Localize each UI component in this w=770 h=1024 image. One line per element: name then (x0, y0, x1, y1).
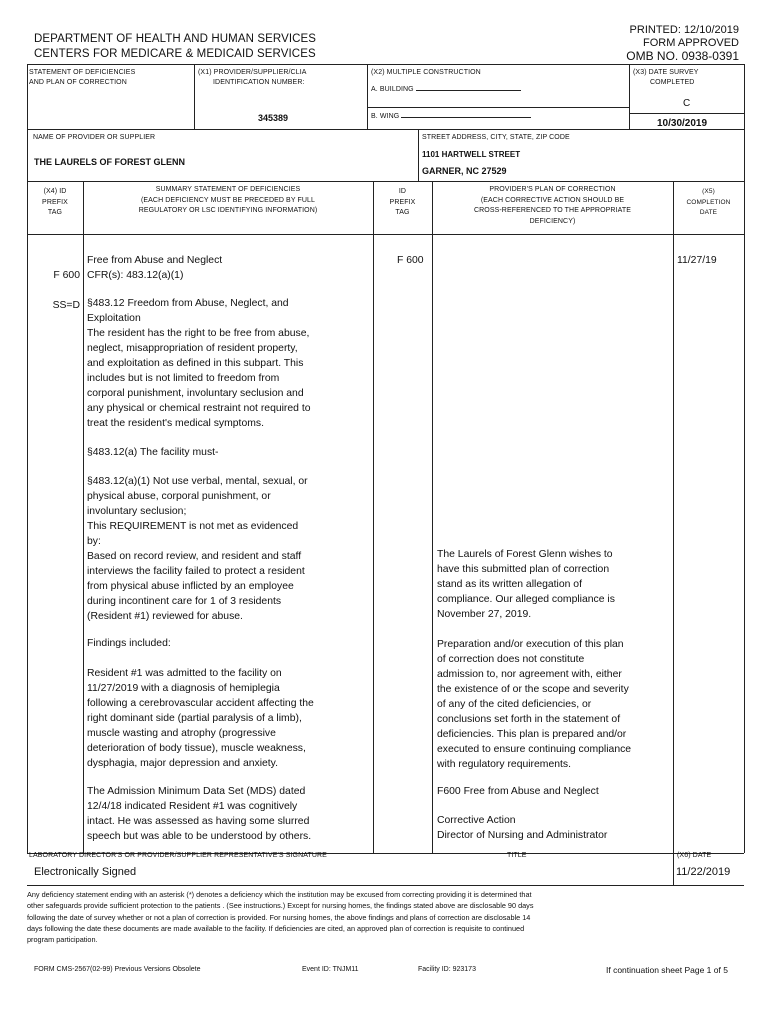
omb-number: OMB NO. 0938-0391 (626, 49, 739, 63)
survey-code: C (683, 98, 691, 109)
x4-header-line-2: PREFIX (42, 198, 68, 206)
x1-label-line-1: (X1) PROVIDER/SUPPLIER/CLIA (198, 69, 307, 76)
x4-column-header (27, 187, 83, 219)
deficiency-text-6: Resident #1 was admitted to the facility on 11/27/2019 with a diagnosis of hemiplegia following a cerebrovascular accident affecting the right dominant side (partial paralysis of a limb), muscle wasting and atrophy (progressive deterioration of body tissue), muscle weakness, dysphagia, major depression and anxiety. (87, 668, 314, 769)
x2-label: (X2) MULTIPLE CONSTRUCTION (371, 69, 481, 76)
department-line-1: DEPARTMENT OF HEALTH AND HUMAN SERVICES (34, 33, 317, 45)
x3-label (633, 68, 699, 88)
summary-column-header (83, 185, 373, 217)
form-approved: FORM APPROVED (643, 37, 739, 49)
provider-name-label: NAME OF PROVIDER OR SUPPLIER (33, 134, 156, 141)
id-column-header (373, 187, 432, 219)
street-address: 1101 HARTWELL STREET (422, 150, 521, 159)
summary-header-line-2: (EACH DEFICIENCY MUST BE PRECEDED BY FULL (140, 196, 316, 204)
plan-header-line-1: PROVIDER'S PLAN OF CORRECTION (489, 186, 616, 193)
deficiency-text-7: The Admission Minimum Data Set (MDS) dated 12/4/18 indicated Resident #1 was cognitively intact. He was assessed as having some slurred speech but was able to be understood by others. (87, 786, 312, 842)
deficiency-text-3: §483.12(a) The facility must- (87, 447, 219, 458)
x4-header-line-1: (X4) ID (43, 188, 67, 195)
survey-completed-date: 10/30/2019 (657, 118, 708, 129)
deficiency-text-5: Findings included: (87, 638, 171, 649)
printed-date: PRINTED: 12/10/2019 (629, 24, 739, 36)
left-tag-code: F 600 (53, 270, 80, 281)
statement-label-line-1: STATEMENT OF DEFICIENCIES (29, 69, 136, 76)
id-header-line-3: TAG (395, 209, 410, 216)
building-field (371, 85, 521, 95)
provider-name: THE LAURELS OF FOREST GLENN (34, 157, 186, 167)
event-id: Event ID: TNJM11 (302, 966, 359, 973)
plan-text-4: Corrective Action Director of Nursing and Administrator (437, 815, 608, 841)
building-blank (416, 90, 521, 91)
statement-label (29, 68, 135, 88)
scope-severity: SS=D (52, 300, 80, 311)
summary-header-line-1: SUMMARY STATEMENT OF DEFICIENCIES (155, 186, 301, 193)
address-label: STREET ADDRESS, CITY, STATE, ZIP CODE (422, 134, 570, 141)
city-state-zip: GARNER, NC 27529 (422, 166, 507, 176)
summary-header-line-3: REGULATORY OR LSC IDENTIFYING INFORMATION) (138, 207, 318, 214)
plan-text-1: The Laurels of Forest Glenn wishes to have this submitted plan of correction stand as its written allegation of compliance. Our alleged compliance is November 27, 2019. (437, 549, 615, 620)
page-indicator: If continuation sheet Page 1 of 5 (606, 965, 728, 975)
plan-text-2: Preparation and/or execution of this plan of correction does not constitute admission to, nor agreement with, either the existence of or the scope and severity of any of the cited deficiencies, or conclusions set forth in the statement of deficiencies. This plan is prepared and/or executed to ensure continuing compliance with regulatory requirements. (437, 639, 632, 770)
completion-date: 11/27/19 (677, 255, 717, 266)
id-header-line-1: ID (398, 188, 407, 195)
x6-date-label: (X6) DATE (677, 852, 712, 859)
department-line-2: CENTERS FOR MEDICARE & MEDICAID SERVICES (34, 48, 316, 60)
signature-label: LABORATORY DIRECTOR'S OR PROVIDER/SUPPLIER REPRESENTATIVE'S SIGNATURE (29, 852, 327, 859)
x5-header-line-2: COMPLETION (686, 198, 731, 206)
wing-label: B. WING (371, 113, 400, 120)
plan-column-header (432, 185, 673, 227)
x1-label (198, 68, 307, 88)
id-header-line-2: PREFIX (389, 198, 416, 206)
statement-label-line-2: AND PLAN OF CORRECTION (29, 79, 127, 86)
facility-id: Facility ID: 923173 (418, 966, 476, 973)
deficiency-text-4: §483.12(a)(1) Not use verbal, mental, sexual, or physical abuse, corporal punishment, or involuntary seclusion; This REQUIREMENT is not met as evidenced by: Based on record review, and resident and staff interviews the facility failed to protect a resident from physical abuse inflicted by an employee during incontinent care for 1 of 3 residents (Resident #1) reviewed for abuse. (87, 476, 308, 622)
deficiency-text-2: §483.12 Freedom from Abuse, Neglect, and Exploitation The resident has the right to be free from abuse, neglect, misappropriation of resident property, and exploitation as defined in this subpart. This includes but is not limited to freedom from corporal punishment, involuntary seclusion and any physical or chemical restraint not required to treat the resident's medical symptoms. (87, 298, 311, 429)
building-label: A. BUILDING (371, 86, 414, 93)
x5-header-line-1: (X5) (702, 188, 715, 195)
x3-label-line-1: (X3) DATE SURVEY (633, 69, 699, 76)
left-tag (30, 253, 80, 328)
signature-date: 11/22/2019 (676, 866, 731, 878)
deficiency-text-1: Free from Abuse and Neglect CFR(s): 483.12(a)(1) (87, 255, 223, 281)
disclaimer-text: Any deficiency statement ending with an asterisk (*) denotes a deficiency which the institution may be excused from correcting providing it is determined that other safeguards provide sufficient protection to the patients . (See instructions.) Except for nursing homes, the findings stated above are disclosable 90 days following the date of survey whether or not a plan of correction is provided. For nursing homes, the above findings and plans of correction are disclosable 14 days following the date these documents are made available to the facility. If deficiencies are cited, an approved plan of correction is requisite to continued program participation. (27, 890, 534, 945)
x5-header-line-3: DATE (699, 209, 718, 216)
plan-header-line-2: (EACH CORRECTIVE ACTION SHOULD BE (480, 196, 625, 204)
plan-header-line-4: DEFICIENCY) (529, 217, 576, 225)
provider-id-number: 345389 (258, 113, 289, 123)
x3-label-line-2: COMPLETED (650, 79, 695, 86)
wing-field (371, 112, 531, 122)
right-tag: F 600 (397, 255, 424, 266)
signature-value: Electronically Signed (34, 866, 137, 878)
plan-header-line-3: CROSS-REFERENCED TO THE APPROPRIATE (473, 207, 631, 214)
print-info (626, 24, 739, 63)
title-label: TITLE (507, 852, 527, 859)
x1-label-line-2: IDENTIFICATION NUMBER: (213, 79, 305, 86)
department-heading (34, 32, 316, 62)
wing-blank (401, 117, 531, 118)
form-id: FORM CMS-2567(02-99) Previous Versions Obsolete (34, 966, 201, 973)
x4-header-line-3: TAG (47, 209, 63, 216)
plan-text-3: F600 Free from Abuse and Neglect (437, 786, 599, 797)
x5-column-header (673, 187, 744, 219)
